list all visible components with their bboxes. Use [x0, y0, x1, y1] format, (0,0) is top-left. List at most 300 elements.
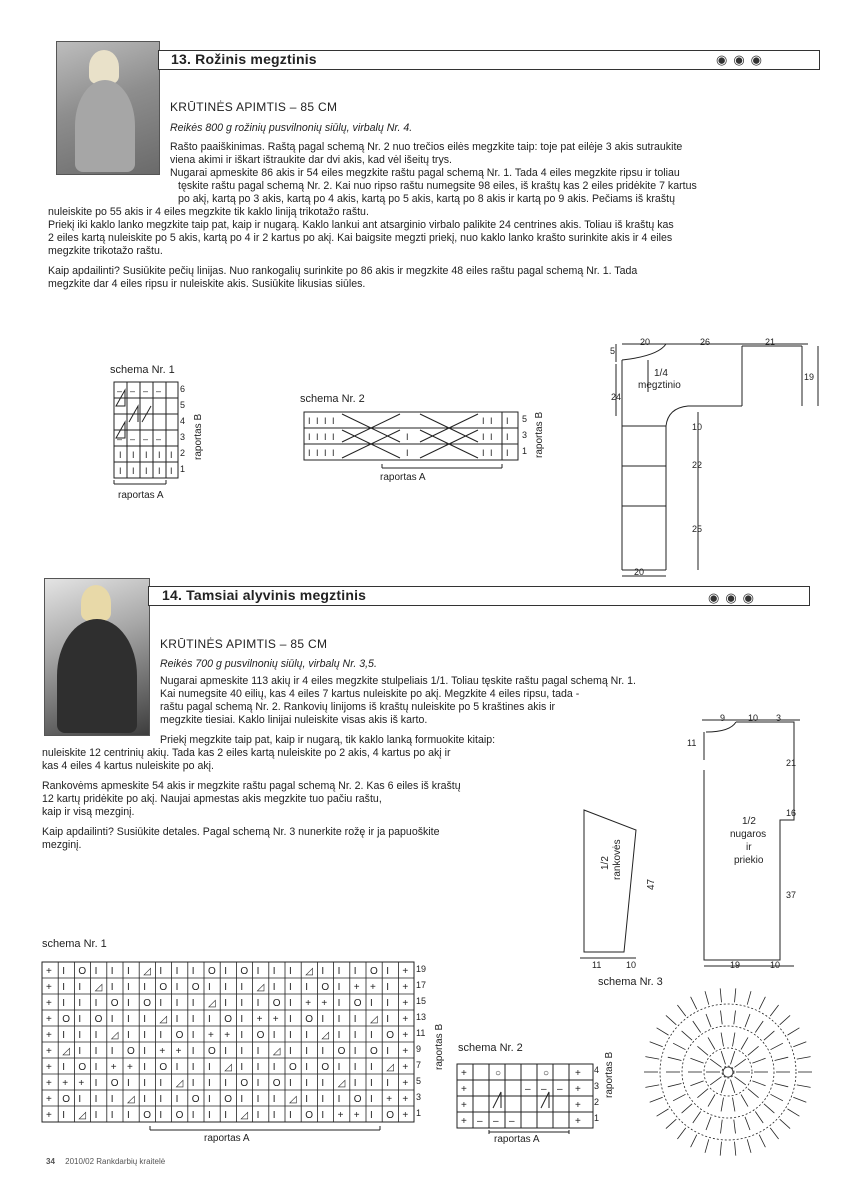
svg-text:O: O [321, 1062, 330, 1073]
svg-text:+: + [370, 982, 376, 993]
svg-text:◿: ◿ [289, 1094, 297, 1105]
section13-line-11: megzkite dar 4 eiles ripsu ir nuleiskite akis. Susiūkite likusias siūles. [48, 278, 366, 290]
svg-text:I: I [127, 1014, 130, 1025]
svg-text:O: O [62, 1014, 70, 1025]
svg-text:O: O [78, 966, 87, 977]
svg-text:I: I [353, 1062, 357, 1073]
svg-text:I: I [191, 1014, 195, 1025]
svg-text:I: I [224, 1046, 227, 1057]
s14-s1-row-15: 15 [416, 996, 427, 1006]
svg-text:I: I [482, 416, 485, 426]
svg-text:I: I [353, 966, 357, 977]
svg-text:I: I [272, 966, 276, 977]
svg-text:I: I [159, 1110, 163, 1121]
s14-schema3-crochet [620, 984, 840, 1160]
s14-s2-row-4: 4 [594, 1065, 600, 1075]
svg-text:+: + [46, 1030, 52, 1041]
svg-text:I: I [289, 998, 292, 1009]
pattern-name: megztinio [638, 380, 681, 391]
svg-text:I: I [175, 982, 179, 993]
svg-text:I: I [143, 1014, 146, 1025]
svg-text:O: O [224, 1094, 232, 1105]
svg-text:O: O [305, 1014, 313, 1025]
svg-text:I: I [62, 998, 65, 1009]
section13-line-1: Rašto paaiškinimas. Raštą pagal schemą Nr. 2 nuo trečios eilės megzkite taip: toje pat eilėje 3 akis sutraukite [170, 141, 683, 153]
svg-text:I: I [308, 448, 311, 458]
svg-text:I: I [324, 432, 327, 442]
svg-text:I: I [159, 1030, 163, 1041]
svg-text:+: + [402, 982, 409, 993]
svg-text:O: O [353, 998, 362, 1009]
s14-s1-raportas-b: raportas B [434, 1023, 445, 1070]
svg-text:+: + [256, 1014, 263, 1025]
svg-text:I: I [240, 982, 244, 993]
svg-text:I: I [94, 1110, 98, 1121]
svg-text:I: I [158, 450, 161, 460]
svg-text:I: I [224, 1110, 227, 1121]
svg-text:I: I [191, 1046, 195, 1057]
svg-text:O: O [386, 1110, 394, 1121]
svg-text:I: I [175, 998, 179, 1009]
svg-text:+: + [46, 998, 52, 1009]
photo-violet-sweater [44, 578, 150, 736]
svg-text:+: + [461, 1068, 467, 1079]
difficulty-icons-2: ◉◉◉ [708, 590, 761, 605]
svg-text:I: I [143, 1062, 146, 1073]
svg-text:I: I [370, 998, 373, 1009]
svg-text:I: I [308, 432, 311, 442]
svg-text:O: O [110, 998, 119, 1009]
section14-line-3: raštu pagal schemą Nr. 2. Rankovių linijoms iš kraštų nuleiskite po 5 kraštines akis ir [160, 701, 556, 713]
svg-text:I: I [305, 1094, 308, 1105]
svg-text:I: I [191, 966, 195, 977]
svg-text:I: I [272, 1110, 276, 1121]
svg-text:I: I [506, 432, 509, 442]
s14-schema1-grid [40, 960, 440, 1140]
s13-s1-row-5: 5 [180, 400, 186, 410]
section14-line-2: Kai numegsite 40 eilių, kas 4 eiles 7 kartus nuleiskite po akį. Megzkite 4 eiles ripsu, tada - [160, 688, 580, 700]
svg-text:–: – [541, 1084, 547, 1095]
svg-text:I: I [482, 432, 485, 442]
svg-text:I: I [208, 1078, 211, 1089]
svg-text:I: I [406, 448, 409, 458]
dim-left-24: 24 [611, 392, 622, 402]
svg-text:I: I [143, 982, 146, 993]
dim-left-5: 5 [610, 346, 616, 356]
svg-text:I: I [353, 1046, 357, 1057]
svg-text:I: I [256, 966, 260, 977]
svg-text:+: + [208, 1030, 214, 1041]
svg-text:I: I [289, 1030, 292, 1041]
svg-text:I: I [256, 1062, 260, 1073]
svg-text:O: O [191, 1094, 200, 1105]
svg-text:+: + [337, 1110, 344, 1121]
s14-schema2-label: schema Nr. 2 [458, 1042, 523, 1054]
svg-text:I: I [132, 466, 135, 476]
s14-s2-row-3: 3 [594, 1081, 600, 1091]
svg-text:+: + [46, 982, 52, 993]
svg-text:I: I [256, 998, 260, 1009]
svg-text:I: I [240, 998, 244, 1009]
svg-text:I: I [224, 966, 227, 977]
svg-text:–: – [117, 386, 123, 396]
svg-text:I: I [208, 1062, 211, 1073]
svg-text:O: O [78, 1062, 87, 1073]
svg-text:I: I [337, 1030, 341, 1041]
sleeve-b10: 10 [626, 960, 637, 970]
svg-text:O: O [191, 982, 200, 993]
svg-text:–: – [143, 386, 149, 396]
svg-text:O: O [143, 1110, 151, 1121]
section14-line-11: Kaip apdailinti? Susiūkite detales. Pagal schemą Nr. 3 nunerkite rožę ir ja papuoškite [42, 826, 440, 838]
sleeve-name: rankovės [612, 839, 623, 880]
svg-text:O: O [208, 1046, 216, 1057]
s14-s2-raportas-a: raportas A [494, 1134, 540, 1145]
svg-text:I: I [240, 1062, 244, 1073]
body-l1: nugaros [730, 829, 767, 840]
svg-text:I: I [337, 1094, 341, 1105]
svg-text:I: I [127, 982, 130, 993]
svg-text:I: I [256, 1046, 260, 1057]
svg-text:I: I [175, 1014, 179, 1025]
svg-text:I: I [110, 1046, 114, 1057]
svg-text:+: + [575, 1116, 581, 1127]
issue-title: 2010/02 Rankdarbių kraitelė [65, 1157, 166, 1166]
section14-line-4: megzkite tiesiai. Kaklo linijai nuleiskite visas akis iš karto. [160, 714, 428, 726]
svg-text:◿: ◿ [305, 966, 313, 977]
section13-line-6: nuleiskite po 55 akis ir 4 eiles megzkite tik kaklo liniją trikotažo raštu. [48, 206, 369, 218]
dim-right-19: 19 [804, 372, 815, 382]
svg-text:+: + [402, 1094, 409, 1105]
svg-text:I: I [272, 1094, 276, 1105]
section13-materials: Reikės 800 g rožinių pusvilnonių siūlų, virbalų Nr. 4. [170, 122, 413, 134]
svg-text:I: I [272, 982, 276, 993]
svg-text:O: O [224, 1014, 232, 1025]
svg-text:○: ○ [495, 1068, 502, 1079]
svg-text:I: I [321, 1078, 325, 1089]
body-t10: 10 [748, 713, 759, 723]
section13-line-10: Kaip apdailinti? Susiūkite pečių linijas. Nuo rankogalių surinkite po 86 akis ir megzkite 48 eiles raštu pagal schemą Nr. 1. Tada [48, 265, 638, 277]
dim-right-25: 25 [692, 524, 703, 534]
svg-text:I: I [159, 1094, 163, 1105]
svg-text:I: I [94, 966, 98, 977]
svg-text:I: I [132, 450, 135, 460]
body-d37: 37 [786, 890, 797, 900]
svg-text:I: I [94, 998, 98, 1009]
s13-s2-row-5: 5 [522, 414, 528, 424]
svg-text:+: + [272, 1014, 279, 1025]
svg-text:O: O [321, 982, 330, 993]
svg-text:I: I [94, 1094, 98, 1105]
svg-text:I: I [94, 1062, 98, 1073]
svg-text:I: I [386, 966, 389, 977]
svg-text:I: I [175, 1062, 179, 1073]
svg-text:I: I [490, 448, 493, 458]
s14-schema1-label: schema Nr. 1 [42, 938, 107, 950]
svg-text:◿: ◿ [256, 982, 265, 993]
svg-text:◿: ◿ [386, 1062, 394, 1073]
body-d21: 21 [786, 758, 797, 768]
svg-text:–: – [509, 1116, 515, 1127]
svg-text:I: I [272, 1062, 276, 1073]
svg-text:I: I [208, 982, 211, 993]
svg-text:O: O [94, 1014, 103, 1025]
section14-line-9: 12 kartų pridėkite po akį. Naujai apmestas akis megzkite tuo pačiu raštu, [42, 793, 382, 805]
svg-text:+: + [461, 1084, 467, 1095]
body-d16: 16 [786, 808, 797, 818]
svg-text:+: + [386, 1094, 393, 1105]
svg-text:I: I [62, 1110, 65, 1121]
svg-text:◿: ◿ [224, 1062, 232, 1073]
photo-pink-sweater [56, 41, 160, 175]
svg-text:O: O [386, 1030, 394, 1041]
svg-text:◿: ◿ [143, 966, 151, 977]
section13-line-7: Priekį iki kaklo lanko megzkite taip pat, kaip ir nugarą. Kaklo lankui ant atsarginio virbalo palikite 24 centrines akis. Toliau iš kraštų kas [48, 219, 674, 231]
svg-text:I: I [332, 448, 335, 458]
s13-pattern-diagram [608, 336, 828, 582]
s13-s2-raportas-a: raportas A [380, 472, 426, 483]
svg-text:I: I [386, 1078, 389, 1089]
svg-text:◿: ◿ [62, 1046, 70, 1057]
svg-text:–: – [130, 434, 136, 444]
svg-text:I: I [305, 1030, 308, 1041]
section14-line-8: Rankovėms apmeskite 54 akis ir megzkite raštu pagal schemą Nr. 2. Kas 6 eiles iš kraštų [42, 780, 461, 792]
section13-line-4: tęskite raštu pagal schemą Nr. 2. Kai nuo ripso raštu numegsite 98 eiles, iš kraštų kas 2 eiles pridėkite 7 kartus [178, 180, 697, 192]
svg-text:+: + [46, 1014, 52, 1025]
svg-text:+: + [575, 1068, 581, 1079]
svg-text:I: I [321, 1014, 325, 1025]
svg-text:I: I [289, 1078, 292, 1089]
svg-text:I: I [208, 1094, 211, 1105]
svg-text:+: + [461, 1100, 467, 1111]
section13-line-2: viena akimi ir iškart ištraukite dar dvi akis, kad vėl išeitų trys. [170, 154, 453, 166]
svg-text:◿: ◿ [127, 1094, 135, 1105]
s14-s1-raportas-a: raportas A [204, 1133, 250, 1144]
svg-text:I: I [170, 450, 173, 460]
svg-text:+: + [402, 1078, 409, 1089]
svg-text:–: – [156, 434, 162, 444]
svg-text:I: I [289, 1046, 292, 1057]
svg-text:O: O [175, 1030, 184, 1041]
svg-text:◿: ◿ [159, 1014, 168, 1025]
svg-text:◿: ◿ [321, 1030, 330, 1041]
s13-s1-raportas-a: raportas A [118, 490, 164, 501]
svg-text:I: I [321, 966, 325, 977]
dim-top-20: 20 [640, 337, 651, 347]
s14-s1-row-7: 7 [416, 1060, 422, 1070]
section13-line-9: megzkite trikotažo raštu. [48, 245, 163, 257]
svg-text:+: + [110, 1062, 117, 1073]
svg-text:+: + [46, 1062, 52, 1073]
svg-text:I: I [256, 1094, 260, 1105]
svg-text:I: I [289, 1014, 292, 1025]
svg-text:I: I [110, 982, 114, 993]
svg-text:+: + [402, 1062, 409, 1073]
svg-text:I: I [289, 1110, 292, 1121]
svg-text:O: O [208, 966, 216, 977]
s14-s1-row-5: 5 [416, 1076, 422, 1086]
s14-schema2-grid [455, 1062, 615, 1142]
svg-text:I: I [353, 1078, 357, 1089]
svg-text:I: I [506, 416, 509, 426]
s13-schema2-label: schema Nr. 2 [300, 393, 365, 405]
svg-text:+: + [575, 1100, 581, 1111]
svg-text:O: O [370, 1046, 378, 1057]
svg-text:+: + [575, 1084, 581, 1095]
svg-text:I: I [324, 416, 327, 426]
svg-text:O: O [110, 1078, 119, 1089]
svg-text:I: I [110, 1110, 114, 1121]
svg-text:+: + [353, 982, 360, 993]
svg-text:I: I [78, 1030, 82, 1041]
s13-s2-row-3: 3 [522, 430, 528, 440]
svg-text:I: I [110, 1094, 114, 1105]
section14-title: 14. Tamsiai alyvinis megztinis [162, 587, 367, 603]
body-l3: priekio [734, 855, 764, 866]
svg-text:O: O [272, 1078, 281, 1089]
svg-text:◿: ◿ [175, 1078, 184, 1089]
svg-text:I: I [240, 1094, 244, 1105]
svg-text:O: O [240, 966, 249, 977]
page-footer [46, 1157, 165, 1166]
svg-text:I: I [127, 1030, 130, 1041]
svg-text:+: + [305, 998, 312, 1009]
svg-text:I: I [353, 1014, 357, 1025]
svg-text:O: O [62, 1094, 70, 1105]
svg-text:+: + [46, 1110, 52, 1121]
svg-text:O: O [127, 1046, 135, 1057]
s14-s1-row-9: 9 [416, 1044, 422, 1054]
s14-s1-row-19: 19 [416, 964, 427, 974]
s14-s2-raportas-b: raportas B [604, 1051, 615, 1098]
svg-text:–: – [156, 386, 162, 396]
svg-text:+: + [46, 1094, 52, 1105]
svg-text:+: + [46, 966, 52, 977]
svg-text:I: I [305, 1078, 308, 1089]
body-half: 1/2 [742, 816, 756, 827]
svg-text:I: I [175, 966, 179, 977]
svg-text:I: I [224, 1078, 227, 1089]
svg-text:I: I [506, 448, 509, 458]
s13-s1-row-1: 1 [180, 464, 186, 474]
section13-line-3: Nugarai apmeskite 86 akis ir 54 eiles megzkite raštu pagal schemą Nr. 1. Tada 4 eiles megzkite ripsu ir toliau [170, 167, 680, 179]
section14-line-12: mezginį. [42, 839, 82, 851]
svg-text:+: + [353, 1110, 360, 1121]
svg-text:I: I [386, 998, 389, 1009]
svg-text:O: O [175, 1110, 184, 1121]
svg-text:I: I [191, 1062, 195, 1073]
body-l2: ir [746, 842, 752, 853]
svg-text:I: I [175, 1094, 179, 1105]
s14-s2-row-1: 1 [594, 1113, 600, 1123]
svg-text:–: – [130, 386, 136, 396]
svg-text:I: I [321, 1094, 325, 1105]
s13-s1-raportas-b: raportas B [193, 413, 204, 460]
s14-s1-row-13: 13 [416, 1012, 427, 1022]
svg-text:+: + [46, 1046, 52, 1057]
svg-text:O: O [305, 1110, 313, 1121]
s13-s1-row-3: 3 [180, 432, 186, 442]
svg-text:I: I [289, 966, 292, 977]
svg-text:I: I [62, 982, 65, 993]
svg-text:I: I [94, 1030, 98, 1041]
svg-text:I: I [490, 432, 493, 442]
svg-text:I: I [78, 982, 82, 993]
svg-text:I: I [191, 1078, 195, 1089]
svg-text:I: I [386, 1046, 389, 1057]
svg-text:+: + [175, 1046, 182, 1057]
svg-text:I: I [145, 450, 148, 460]
s14-schema3-label: schema Nr. 3 [598, 976, 663, 988]
s13-s1-row-2: 2 [180, 448, 186, 458]
s13-schema2-grid [302, 410, 532, 480]
svg-text:I: I [406, 432, 409, 442]
s13-s2-raportas-b: raportas B [534, 411, 545, 458]
svg-text:I: I [337, 1062, 341, 1073]
svg-text:+: + [402, 1014, 409, 1025]
s14-s1-row-1: 1 [416, 1108, 422, 1118]
svg-text:I: I [191, 1110, 195, 1121]
svg-text:+: + [78, 1078, 85, 1089]
s13-schema1-grid [112, 380, 202, 490]
svg-text:O: O [370, 966, 378, 977]
svg-text:+: + [224, 1030, 231, 1041]
dim-top-21: 21 [765, 337, 776, 347]
svg-text:◿: ◿ [94, 982, 103, 993]
svg-text:I: I [62, 966, 65, 977]
svg-text:I: I [337, 982, 341, 993]
svg-text:I: I [78, 1094, 82, 1105]
body-b10: 10 [770, 960, 781, 970]
section14-line-7: kas 4 eiles 4 kartus nuleiskite po akį. [42, 760, 214, 772]
svg-text:I: I [316, 448, 319, 458]
svg-text:I: I [143, 1094, 146, 1105]
svg-text:I: I [305, 982, 308, 993]
difficulty-icons: ◉◉◉ [716, 52, 769, 67]
svg-text:O: O [240, 1078, 249, 1089]
svg-text:–: – [557, 1084, 563, 1095]
section14-heading: KRŪTINĖS APIMTIS – 85 CM [160, 637, 328, 651]
svg-text:I: I [353, 1030, 357, 1041]
page-number: 34 [46, 1157, 55, 1166]
svg-text:I: I [337, 966, 341, 977]
svg-text:I: I [272, 1030, 276, 1041]
svg-text:+: + [46, 1078, 52, 1089]
svg-text:+: + [402, 998, 409, 1009]
svg-text:I: I [191, 1030, 195, 1041]
svg-text:I: I [308, 416, 311, 426]
svg-text:+: + [62, 1078, 69, 1089]
svg-text:I: I [170, 466, 173, 476]
section14-line-1: Nugarai apmeskite 113 akių ir 4 eiles megzkite stulpeliais 1/1. Toliau tęskite raštu pagal schemą Nr. 1. [160, 675, 636, 687]
svg-text:I: I [78, 1014, 82, 1025]
section13-title: 13. Rožinis megztinis [171, 51, 317, 67]
svg-text:I: I [256, 1110, 260, 1121]
svg-text:◿: ◿ [110, 1030, 119, 1041]
svg-text:I: I [191, 998, 195, 1009]
section14-line-10: kaip ir visą mezginį. [42, 806, 135, 818]
svg-text:+: + [402, 1110, 409, 1121]
svg-text:I: I [370, 1030, 373, 1041]
body-b19: 19 [730, 960, 741, 970]
section14-line-6: nuleiskite 12 centrinių akių. Tada kas 2 eiles kartą nuleiskite po 2 akis, 4 kartus po akį ir [42, 747, 451, 759]
svg-text:+: + [402, 966, 409, 977]
svg-text:I: I [332, 416, 335, 426]
sleeve-side: 47 [646, 878, 657, 890]
svg-text:I: I [119, 450, 122, 460]
dim-right-22: 22 [692, 460, 703, 470]
svg-text:I: I [316, 416, 319, 426]
